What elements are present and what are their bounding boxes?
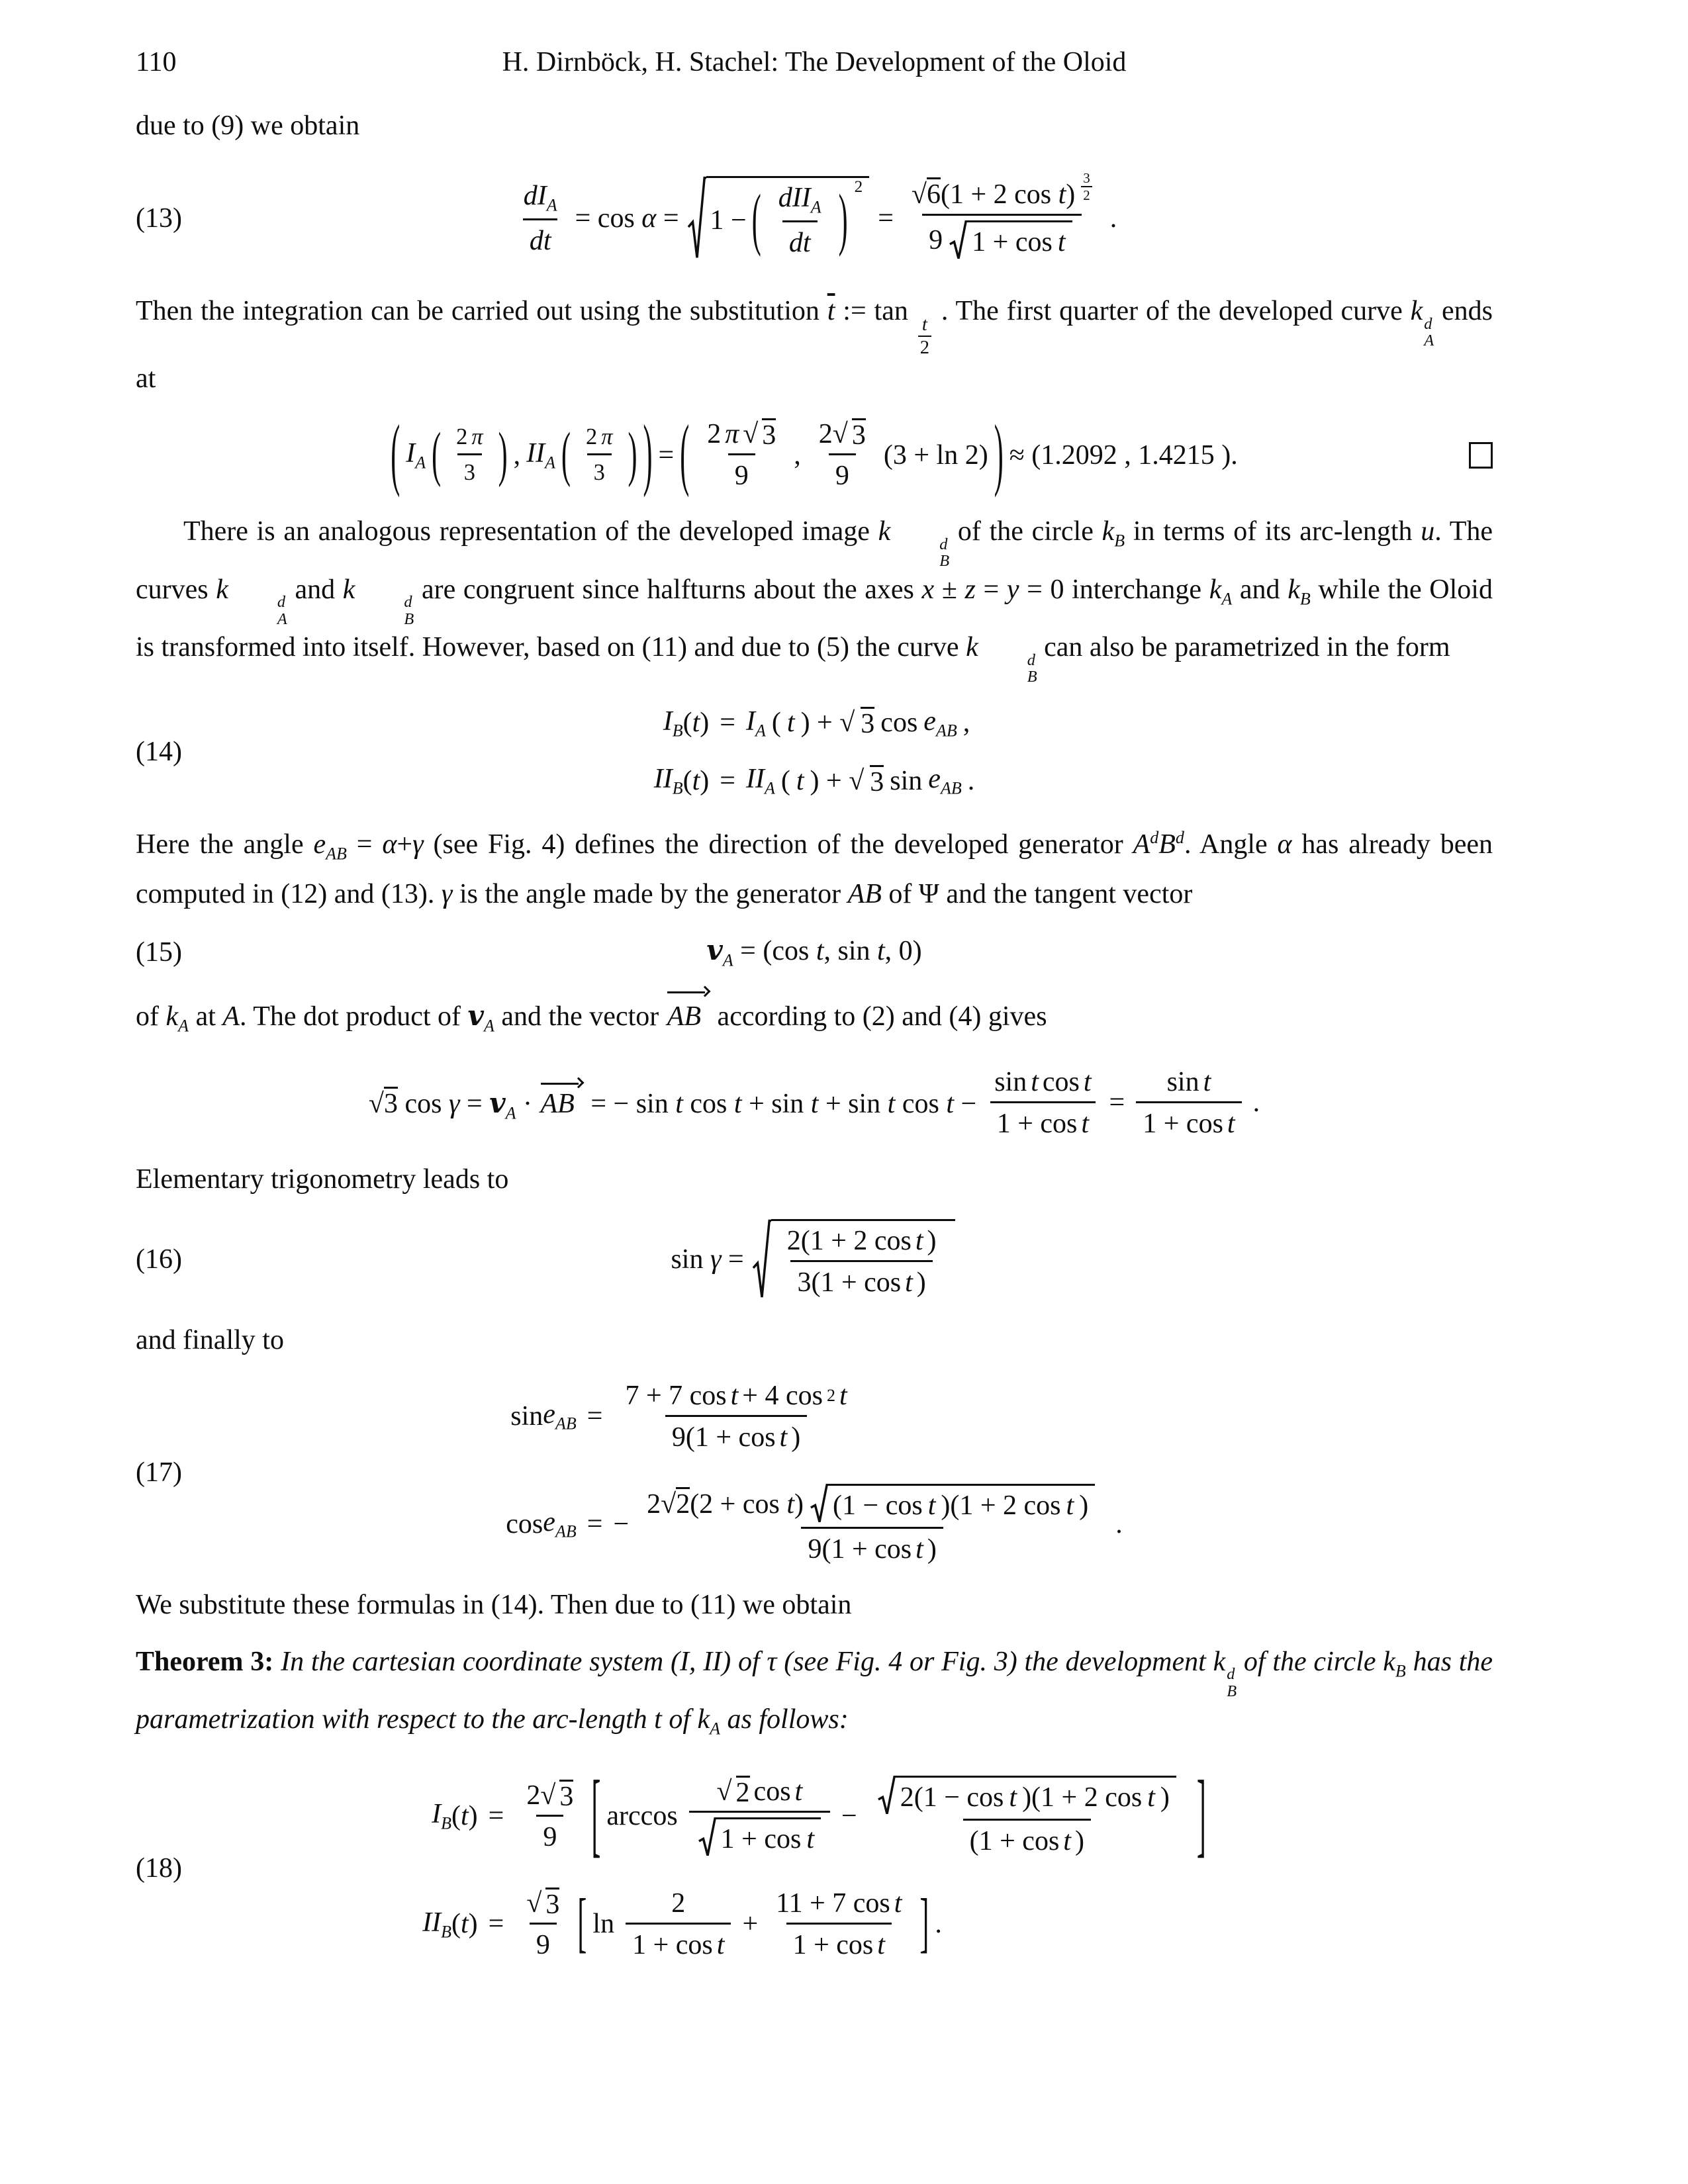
- math-fragment: dt: [523, 218, 558, 257]
- math-fragment: = cos α =: [575, 203, 679, 234]
- math-fragment: sin γ =: [671, 1244, 744, 1275]
- math-fragment: 2 π: [586, 424, 613, 450]
- radical-sign: [698, 1817, 717, 1857]
- theorem-3-body: In the cartesian coordinate system (I, II) of τ (see Fig. 4 or Fig. 3) the development k d B of the circle $k_B$ has the parametrization with respect to the arc-length t of $k_A$ as follows:: [136, 1646, 1493, 1739]
- stretchy-bracket: [: [591, 1764, 601, 1868]
- equation-16-body: [671, 1219, 957, 1300]
- math-fragment: [905, 169, 1099, 214]
- math-fragment: [514, 1888, 942, 1961]
- equation-13-body: [512, 169, 1117, 261]
- math-fragment: [613, 1380, 859, 1453]
- math-fragment: [640, 1484, 1104, 1527]
- page-header: [136, 46, 1493, 86]
- math-fragment: $II_B$ ( t ): [422, 1907, 478, 1941]
- fraction: [520, 1780, 580, 1853]
- stretchy-paren: ): [994, 410, 1004, 500]
- paragraph-there-is: There is an analogous representation of the developed image k d B of the circle $k_B$ in terms of its arc-length u. The curves k d A and k d B are congruent since halfturns about the axes x ± z = y = 0 interchange $k_A$ and $k_B$ while the Oloid is transformed into itself. However, based on (11) and due to (5) the curve k d B can also be parametrized in the form: [136, 516, 1493, 686]
- equation-18-body: [422, 1764, 1206, 1961]
- theorem-3-label: Theorem 3:: [136, 1646, 274, 1677]
- math-fragment: 1 + cos t: [626, 1923, 731, 1961]
- math-fragment: 1 + cos t: [990, 1101, 1096, 1140]
- math-fragment: ,: [794, 439, 801, 471]
- math-fragment: √3 $\cos \gamma = v_A$ · AB = − sin t cos t + sin t + sin t cos t −: [369, 1081, 976, 1123]
- radical-sign: [810, 1484, 829, 1524]
- stretchy-paren: (: [432, 422, 442, 489]
- exponent: 2: [854, 178, 863, 196]
- equation-quarter-point: [136, 410, 1493, 500]
- equation-17-label: (17): [136, 1457, 182, 1488]
- fraction-2sqrt3-9: [812, 418, 872, 492]
- equation-16: [136, 1219, 1493, 1300]
- fraction: [640, 1484, 1104, 1565]
- math-fragment: $II_B$ ( t ): [653, 764, 710, 798]
- fraction: [780, 1225, 943, 1298]
- equation-16-label: (16): [136, 1244, 182, 1275]
- math-fragment: 2: [1081, 186, 1092, 203]
- math-fragment: 9: [728, 453, 755, 492]
- math-fragment: 2: [671, 1888, 686, 1919]
- page-number: 110: [136, 47, 177, 77]
- theorem-3: [136, 1642, 1493, 1749]
- fraction-rhs: [905, 169, 1099, 260]
- math-fragment: √ 3: [526, 1888, 560, 1920]
- math-fragment: 2√ 3: [526, 1780, 574, 1812]
- math-fragment: $I_A$ ( t ) + √ 3 cos $e_{AB}$ ,: [745, 705, 970, 741]
- math-fragment: =: [720, 765, 735, 796]
- radical: [698, 1817, 821, 1857]
- fraction: [626, 1888, 731, 1961]
- equation-18: [136, 1764, 1493, 1961]
- math-fragment: arccos: [606, 1801, 678, 1832]
- stretchy-paren: ): [838, 182, 848, 259]
- math-fragment: 9: [536, 1815, 563, 1853]
- math-fragment: +: [742, 1909, 759, 1940]
- fraction: [868, 1776, 1186, 1857]
- math-fragment: 1 −: [710, 205, 747, 236]
- fraction: [520, 1888, 566, 1961]
- math-fragment: $I_B$ ( t ): [663, 705, 710, 741]
- stretchy-paren: (: [561, 422, 571, 489]
- paragraph-here-angle: Here the angle $e_{AB} = \alpha+\gamma$ (see Fig. 4) defines the direction of the developed generator $A^dB^d$. Angle α has already been computed in (12) and (13). γ is the angle made by the generator AB of Ψ and the tangent vector: [136, 828, 1493, 909]
- stretchy-paren: (: [680, 410, 690, 500]
- paragraph-finally: and finally to: [136, 1324, 284, 1355]
- equation-dot-product: [136, 1066, 1493, 1140]
- equation-18-label: (18): [136, 1852, 182, 1884]
- math-fragment: .: [1115, 1509, 1123, 1540]
- fraction-2pisqrt3-9: [700, 418, 782, 492]
- math-fragment: 2 π: [456, 424, 483, 450]
- radicand: [771, 1219, 955, 1300]
- math-fragment: [613, 1484, 1122, 1565]
- qed-symbol: [1469, 442, 1493, 469]
- math-fragment: $I_B$ ( t ): [432, 1799, 478, 1833]
- paragraph-elementary: Elementary trigonometry leads to: [136, 1163, 509, 1195]
- radical: [878, 1776, 1176, 1815]
- radicand: (1 − cos t )(1 + 2 cos t ): [829, 1484, 1095, 1524]
- exponent-three-halves: [1081, 171, 1092, 203]
- fraction: [769, 1888, 908, 1961]
- math-fragment: −: [613, 1509, 630, 1540]
- math-fragment: 9: [530, 1923, 557, 1961]
- equation-15-body: $v_A = (\cos$ t, sin t, 0): [706, 933, 922, 970]
- math-fragment: ln: [592, 1909, 615, 1940]
- radicand: 1 + cos t: [717, 1817, 821, 1857]
- equation-17-body: [506, 1380, 1122, 1565]
- equation-15-label: (15): [136, 936, 182, 968]
- math-fragment: 9(1 + cos t ): [665, 1415, 807, 1453]
- math-fragment: ≈ (1.2092 , 1.4215 ).: [1009, 439, 1238, 471]
- equation-13: [136, 169, 1493, 261]
- fraction: [689, 1776, 830, 1857]
- equation-14-body: [654, 705, 975, 799]
- math-fragment: (3 + ln 2): [883, 439, 988, 471]
- radicand: 1 + cos t: [968, 220, 1072, 260]
- math-fragment: =: [586, 1509, 603, 1540]
- equation-14-label: (14): [136, 737, 182, 768]
- equation-17: [136, 1380, 1493, 1565]
- math-fragment: √ 2 cos t: [716, 1776, 803, 1808]
- math-fragment: dII$_A$: [778, 183, 821, 217]
- math-fragment: 3(1 + cos t ): [790, 1260, 932, 1298]
- math-fragment: 11 + 7 cos t: [776, 1888, 902, 1919]
- radicand: [706, 176, 870, 261]
- stretchy-paren: ): [628, 422, 637, 489]
- math-fragment: =: [720, 707, 735, 739]
- fraction: [618, 1380, 853, 1453]
- math-fragment: sin $e_{AB}$: [510, 1399, 577, 1433]
- stretchy-paren: ): [498, 422, 508, 489]
- math-fragment: 9: [929, 224, 943, 255]
- paragraph-substitute: We substitute these formulas in (14). Then due to (11) we obtain: [136, 1589, 852, 1620]
- radical: [753, 1219, 955, 1300]
- fraction-2pi-3: [449, 424, 489, 486]
- math-fragment: √6(1 + 2 cos t): [912, 177, 1075, 210]
- radical-sign: [949, 220, 968, 260]
- math-fragment: 2√2(2 + cos t): [647, 1487, 804, 1520]
- math-fragment: (1 + cos t ): [963, 1819, 1091, 1857]
- equation-15: [136, 934, 1493, 970]
- equation-body: [391, 410, 1238, 500]
- paragraph-then-integration: Then the integration can be carried out using the substitution $\overline{t}$ := tan $\frac{t}{2}$ . The first quarter of the developed curve k d A ends at: [136, 296, 1493, 394]
- stretchy-bracket: [: [577, 1888, 587, 1961]
- stretchy-bracket: ]: [919, 1888, 929, 1961]
- running-title: H. Dirnböck, H. Stachel: The Development of the Oloid: [502, 47, 1127, 77]
- math-fragment: 3: [587, 453, 612, 486]
- equation-13-label: (13): [136, 203, 182, 234]
- math-fragment: [514, 1764, 1206, 1868]
- equation-body: [369, 1066, 1260, 1140]
- equation-14: [136, 705, 1493, 799]
- fraction: [988, 1066, 1098, 1140]
- math-fragment: sin t: [1166, 1066, 1211, 1097]
- math-fragment: $I_A$: [406, 437, 426, 473]
- math-fragment: $II_A$: [526, 437, 556, 473]
- math-fragment: .: [1252, 1087, 1260, 1118]
- math-fragment: 9: [829, 453, 856, 492]
- math-fragment: [689, 1811, 830, 1857]
- math-fragment: =: [658, 439, 675, 471]
- math-fragment: $dI_A$: [523, 181, 557, 215]
- math-fragment: 9(1 + cos t ): [801, 1527, 943, 1565]
- paragraph-of-ka: of $k_A$ at A. The dot product of $v_A$ and the vector AB according to (2) and (4) gives: [136, 990, 1493, 1046]
- math-fragment: 7 + 7 cos t + 4 cos 2 t: [625, 1380, 847, 1411]
- radical-sign: [878, 1776, 896, 1815]
- math-fragment: [868, 1776, 1186, 1819]
- math-fragment: −: [841, 1801, 857, 1832]
- math-fragment: =: [586, 1401, 603, 1432]
- math-fragment: 2(1 + 2 cos t ): [786, 1225, 937, 1256]
- math-fragment: .: [1109, 203, 1117, 234]
- stretchy-bracket: ]: [1196, 1764, 1206, 1868]
- stretchy-paren: ): [643, 410, 653, 500]
- math-fragment: .: [935, 1909, 942, 1940]
- radical: [810, 1484, 1095, 1524]
- math-fragment: dt: [782, 220, 818, 259]
- math-fragment: =: [1109, 1087, 1125, 1118]
- math-fragment: =: [488, 1909, 504, 1940]
- fraction-dIA-dt: [517, 180, 564, 257]
- radical-outer: [688, 176, 870, 261]
- math-fragment: $II_A$ ( t ) + √ 3 sin $e_{AB}$ .: [745, 764, 975, 798]
- math-fragment: cos $e_{AB}$: [506, 1507, 577, 1541]
- radicand: 2(1 − cos t )(1 + 2 cos t ): [896, 1776, 1176, 1815]
- math-fragment: [922, 214, 1081, 260]
- math-fragment: ,: [513, 439, 521, 471]
- fraction-2pi-3: [579, 424, 619, 486]
- stretchy-paren: (: [391, 410, 400, 500]
- fraction-dIIA-dt: [772, 182, 828, 259]
- math-fragment: 1 + cos t: [1136, 1101, 1241, 1140]
- radical-sign: [688, 176, 706, 261]
- paragraph-due-to: due to (9) we obtain: [136, 111, 360, 141]
- math-fragment: =: [488, 1801, 504, 1832]
- math-fragment: sin t cos t: [994, 1066, 1092, 1097]
- math-fragment: 1 + cos t: [786, 1923, 892, 1961]
- math-fragment: 3: [457, 453, 482, 486]
- math-fragment: 2√ 3: [818, 419, 866, 451]
- math-fragment: 3: [1083, 169, 1090, 186]
- radical-sign: [753, 1219, 771, 1300]
- math-fragment: 2 π √ 3: [707, 419, 776, 451]
- math-fragment: =: [878, 203, 894, 234]
- radical: [949, 220, 1072, 260]
- stretchy-paren: (: [751, 182, 761, 259]
- fraction: [1136, 1066, 1241, 1140]
